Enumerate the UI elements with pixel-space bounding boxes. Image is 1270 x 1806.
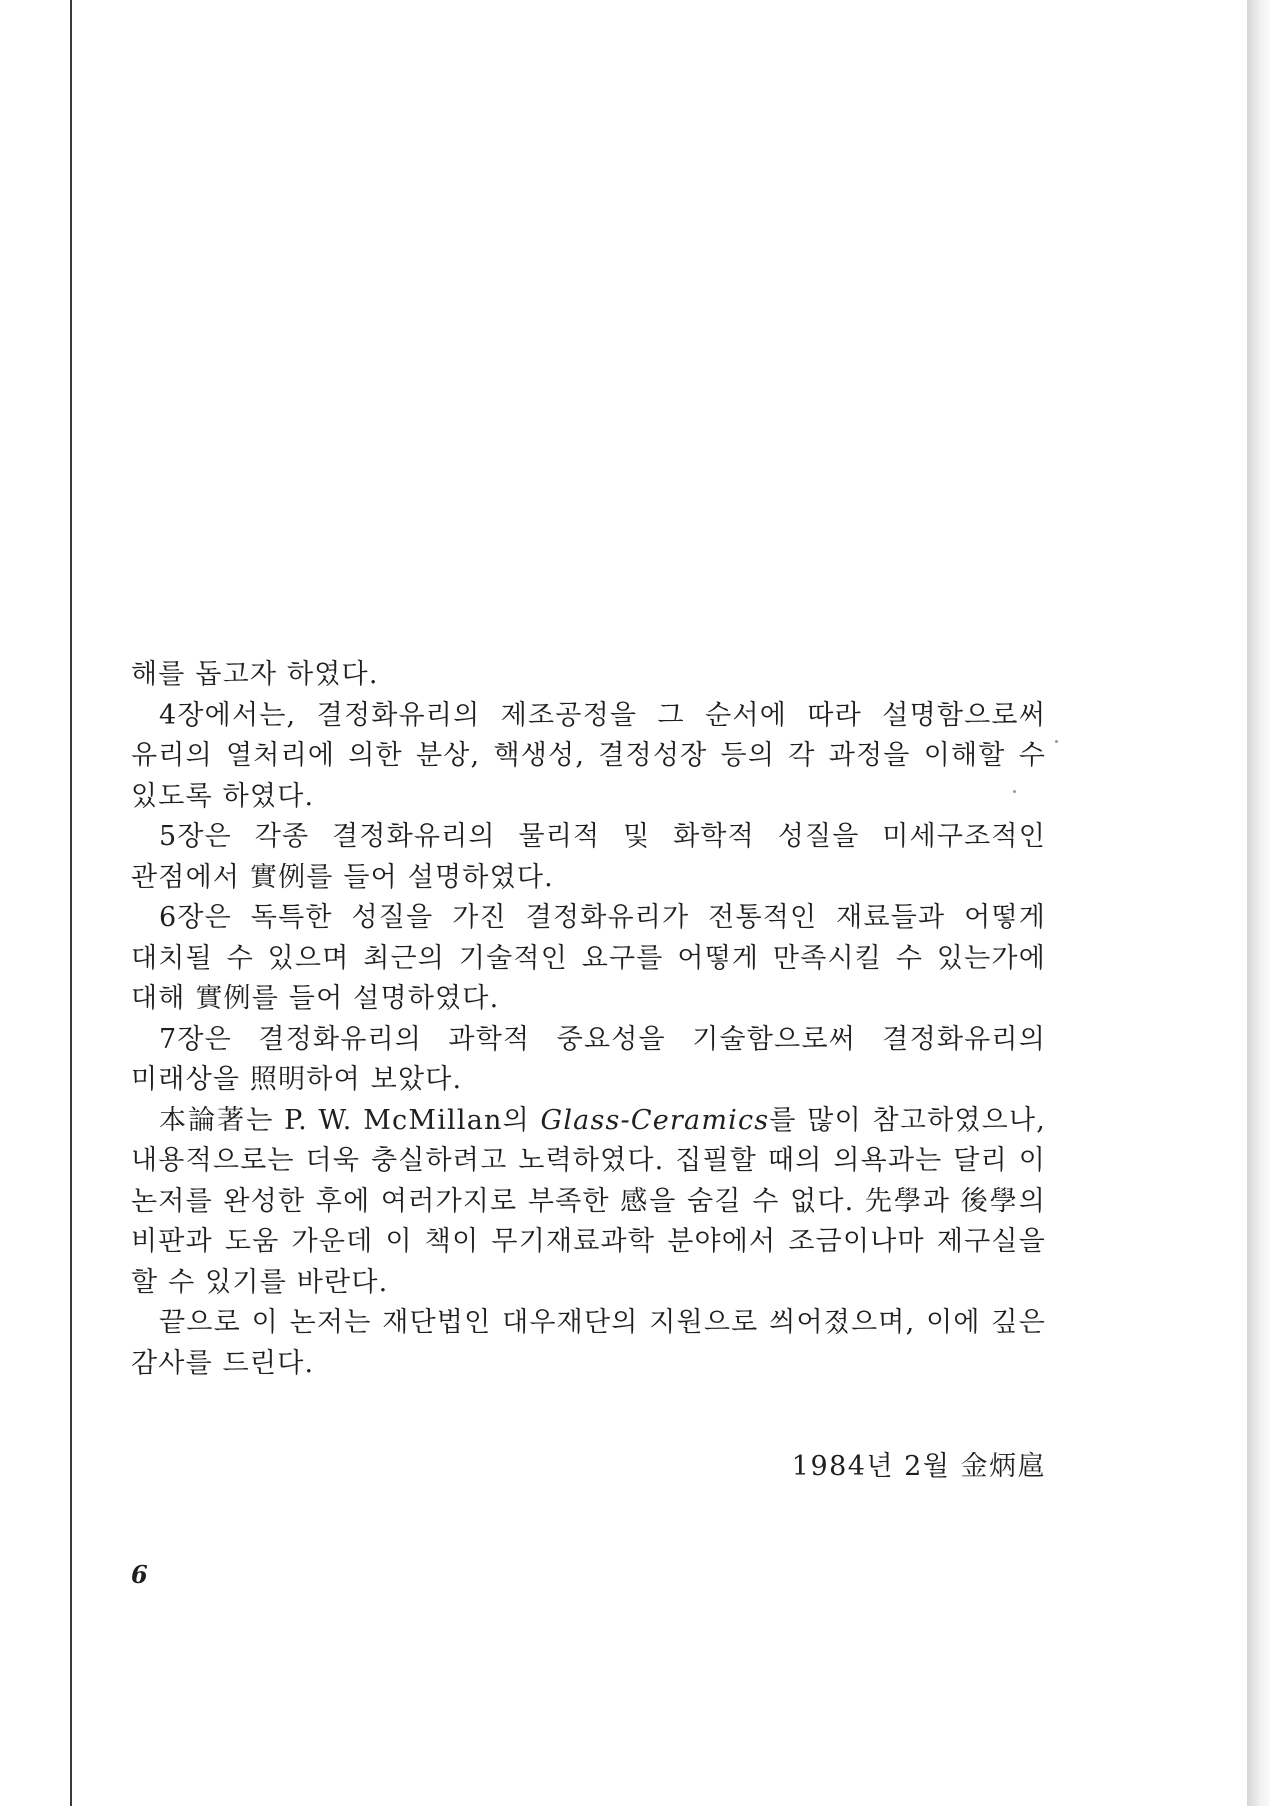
paragraph-reference	[131, 1101, 1046, 1304]
paragraph-chapter-5: 5장은 각종 결정화유리의 물리적 및 화학적 성질을 미세구조적인 관점에서 實例를 들어 설명하였다.	[131, 821, 1046, 893]
page-number: 6	[131, 1560, 148, 1589]
date-and-author-signature: 1984년 2월 金炳扈	[791, 1451, 1046, 1482]
paragraph-acknowledgement: 끝으로 이 논저는 재단법인 대우재단의 지원으로 씌어졌으며, 이에 깊은 감사를 드린다.	[131, 1307, 1046, 1379]
reference-text-before: 本論著는 P. W. McMillan의	[159, 1104, 541, 1136]
scan-left-margin	[0, 0, 70, 1806]
preface-text	[131, 655, 1046, 1384]
scan-speck	[1055, 740, 1058, 743]
reference-book-title: Glass-Ceramics	[540, 1104, 770, 1136]
paragraph-chapter-6: 6장은 독특한 성질을 가진 결정화유리가 전통적인 재료들과 어떻게 대치될 수 있으며 최근의 기술적인 요구를 어떻게 만족시킬 수 있는가에 대해 實例를 들어 설명하였다.	[131, 902, 1046, 1014]
paragraph-chapter-7: 7장은 결정화유리의 과학적 중요성을 기술함으로써 결정화유리의 미래상을 照明하여 보았다.	[131, 1023, 1046, 1095]
paragraph-chapter-4: 4장에서는, 결정화유리의 제조공정을 그 순서에 따라 설명함으로써 유리의 열처리에 의한 분상, 핵생성, 결정성장 등의 각 과정을 이해할 수 있도록 하였다.	[131, 699, 1046, 812]
page-gutter-shadow	[1247, 0, 1270, 1806]
reference-text-after: 를 많이 참고하였으나, 내용적으로는 더욱 충실하려고 노력하였다. 집필할 때의 의욕과는 달리 이 논저를 완성한 후에 여러가지로 부족한 感을 숨길 수 없다. 先學과 後學의 비판과 도움 가운데 이 책이 무기재료과학 분야에서 조금이나마 제구실을 할 수 있기를 바란다.	[131, 1104, 1046, 1298]
paragraph-continuation: 해를 돕고자 하였다.	[131, 659, 379, 690]
